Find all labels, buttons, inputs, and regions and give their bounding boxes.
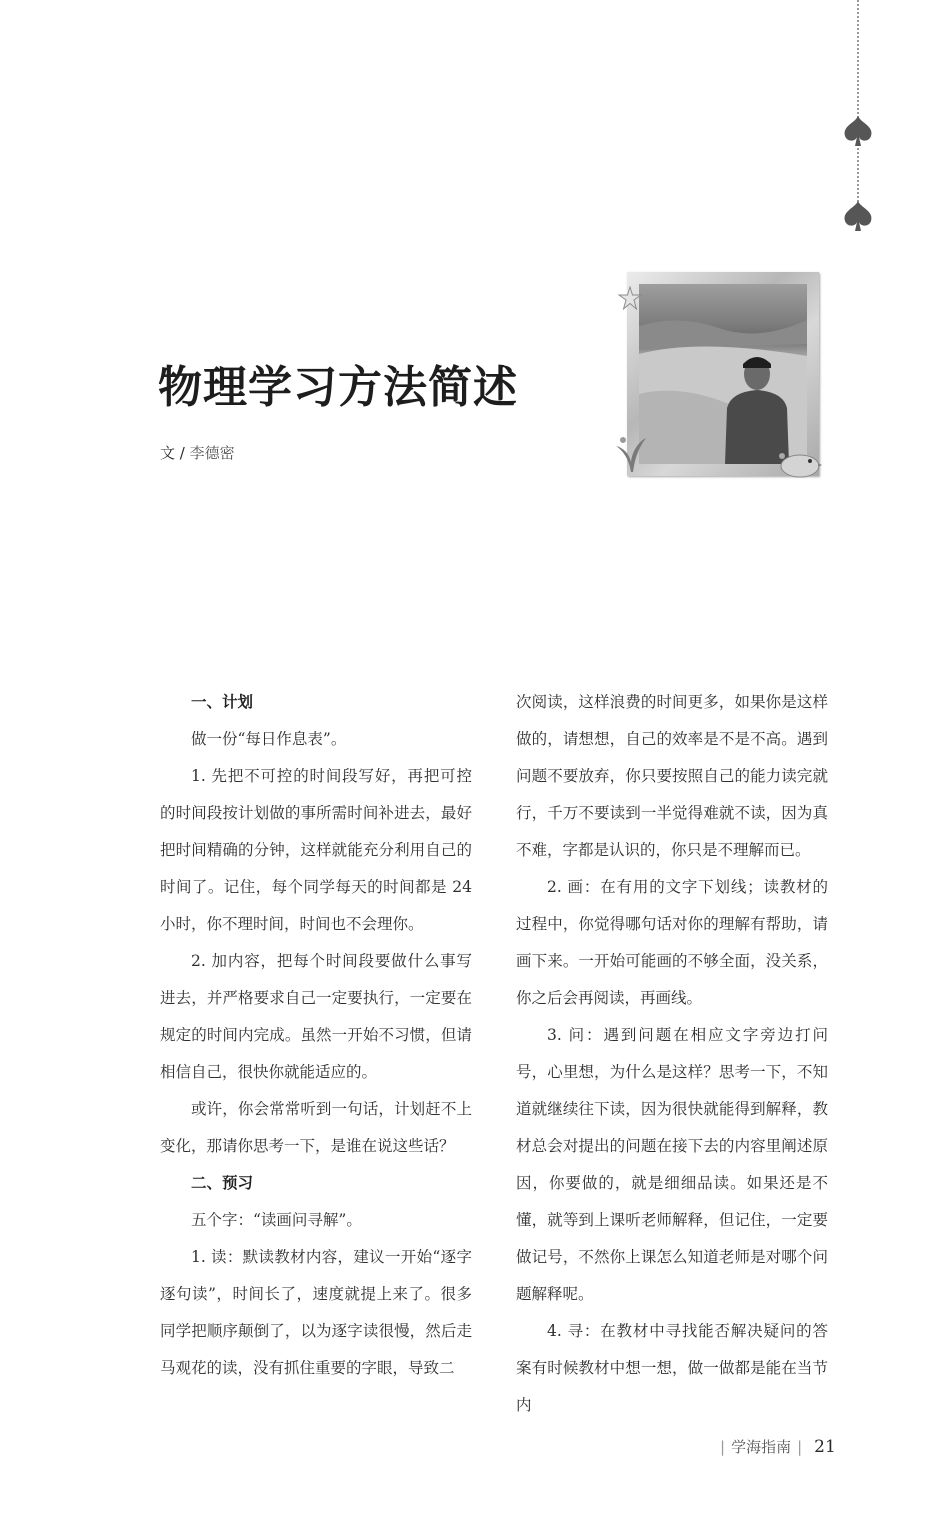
- section-heading: 一、计划: [191, 693, 254, 711]
- paragraph: 2. 画：在有用的文字下划线；读教材的过程中，你觉得哪句话对你的理解有帮助，请画下来。一开始可能画的不够全面，没关系，你之后会再阅读，再画线。: [516, 878, 828, 1007]
- paragraph-continued: 次阅读，这样浪费的时间更多，如果你是这样做的，请想想，自己的效率是不是不高。遇到问题不要放弃，你只要按照自己的能力读完就行，千万不要读到一半觉得难就不读，因为真不难，字都是认识的，你只是不理解而已。: [516, 693, 828, 859]
- page-footer: | 学海指南 | 21: [720, 1437, 836, 1457]
- page-number: 21: [814, 1437, 836, 1457]
- paragraph: 1. 先把不可控的时间段写好，再把可控的时间段按计划做的事所需时间补进去，最好把时间精确的分钟，这样就能充分利用自己的时间了。记住，每个同学每天的时间都是 24 小时，你不理时间，时间也不会理你。: [160, 767, 472, 933]
- author-name: 李德密: [189, 444, 235, 462]
- paragraph: 五个字：“读画问寻解”。: [191, 1211, 362, 1229]
- paragraph: 2. 加内容，把每个时间段要做什么事写进去，并严格要求自己一定要执行，一定要在规定的时间内完成。虽然一开始不习惯，但请相信自己，很快你就能适应的。: [160, 952, 472, 1081]
- paragraph: 4. 寻：在教材中寻找能否解决疑问的答案有时候教材中想一想，做一做都是能在当节内: [516, 1322, 828, 1414]
- plant-icon: [614, 428, 648, 472]
- star-icon: [618, 286, 642, 310]
- publication-name: 学海指南: [731, 1438, 792, 1456]
- author-photo: [639, 284, 807, 464]
- bird-icon: [774, 446, 822, 478]
- left-column: [160, 684, 472, 1387]
- byline-prefix: 文 /: [160, 444, 190, 462]
- heart-icon: [842, 201, 874, 231]
- paragraph: 或许，你会常常听到一句话，计划赶不上变化，那请你思考一下，是谁在说这些话？: [160, 1100, 472, 1155]
- dotted-decor-line: [857, 0, 859, 218]
- byline: [160, 442, 235, 463]
- right-column: [516, 684, 828, 1424]
- paragraph: 3. 问：遇到问题在相应文字旁边打问号，心里想，为什么是这样？思考一下，不知道就继续往下读，因为很快就能得到解释，教材总会对提出的问题在接下去的内容里阐述原因，你要做的，就是细细品读。如果还是不懂，就等到上课听老师解释，但记住，一定要做记号，不然你上课怎么知道老师是对哪个问题解释呢。: [516, 1026, 828, 1303]
- paragraph: 1. 读：默读教材内容，建议一开始“逐字逐句读”，时间长了，速度就提上来了。很多同学把顺序颠倒了，以为逐字读很慢，然后走马观花的读，没有抓住重要的字眼，导致二: [160, 1248, 472, 1377]
- article-title: 物理学习方法简述: [158, 362, 518, 413]
- paragraph: 做一份“每日作息表”。: [191, 730, 347, 748]
- section-heading: 二、预习: [191, 1174, 254, 1192]
- heart-icon: [842, 116, 874, 146]
